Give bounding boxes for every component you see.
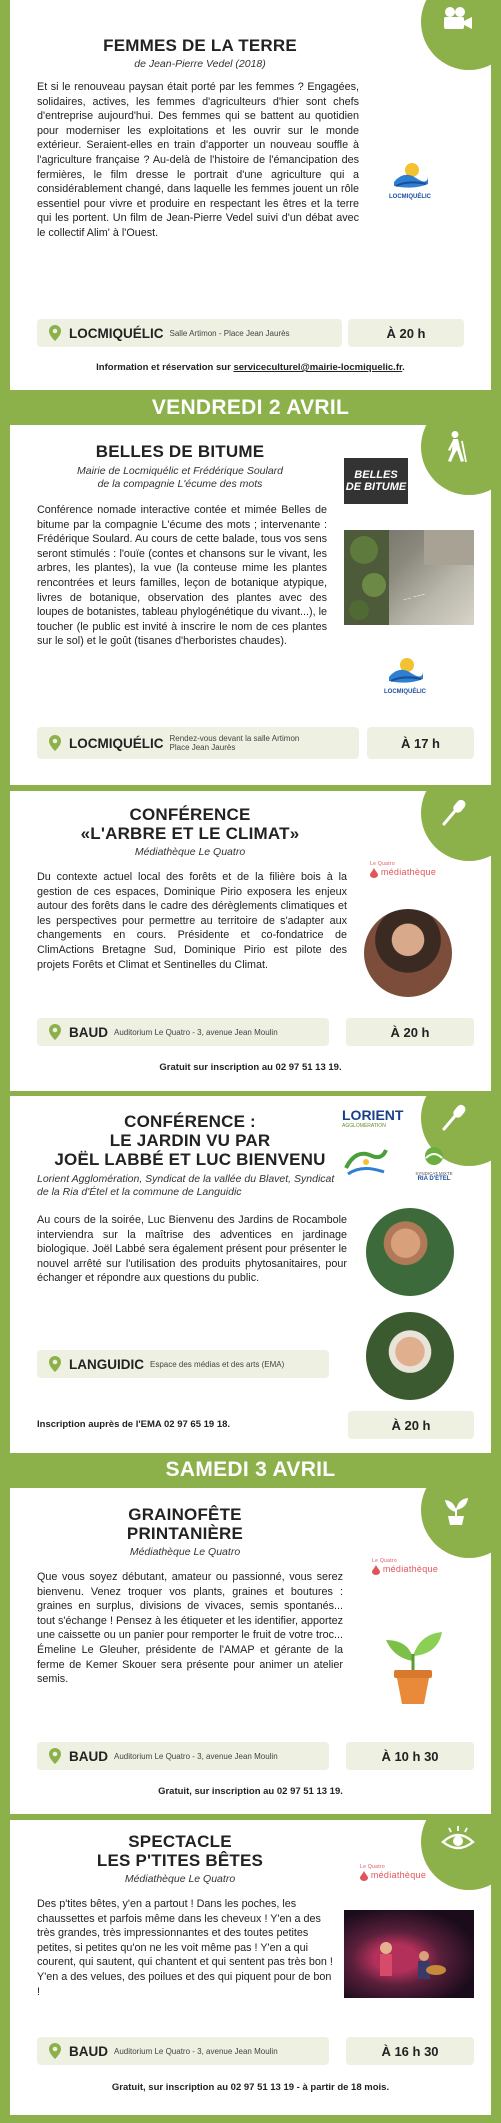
- event-city: BAUD: [69, 1024, 108, 1040]
- address-line2: Place Jean Jaurès: [169, 743, 236, 752]
- info-suffix: .: [402, 362, 405, 373]
- event-time: À 20 h: [348, 1411, 474, 1439]
- event-subtitle: Médiathèque Le Quatro: [124, 1873, 236, 1885]
- logo-ria-line1: SYNDICAT MIXTE: [415, 1171, 453, 1176]
- corner-badge: [421, 1820, 491, 1890]
- event-info: Gratuit, sur inscription au 02 97 51 13 19.: [158, 1786, 343, 1797]
- event-subtitle: Médiathèque Le Quatro: [134, 846, 246, 858]
- event-subtitle: de Jean-Pierre Vedel (2018): [134, 58, 266, 70]
- belles-de-bitume-badge: [344, 458, 408, 504]
- badge-line2: DE BITUME: [345, 481, 407, 493]
- logo-top-text: Le Quatro: [372, 1558, 397, 1564]
- location-bar: [37, 1350, 329, 1378]
- hiker-icon: [441, 431, 469, 463]
- plants-photo-graphic: [344, 530, 474, 625]
- badge-line1: BELLES: [354, 469, 398, 481]
- event-title-line1: SPECTACLE: [128, 1832, 232, 1851]
- event-city: BAUD: [69, 2043, 108, 2059]
- event-title-line2: LE JARDIN VU PAR: [109, 1131, 271, 1150]
- event-address: Auditorium Le Quatro - 3, avenue Jean Moulin: [114, 2046, 278, 2056]
- stage-performers-graphic: [344, 1910, 474, 1998]
- event-card-femmes-de-la-terre: [10, 0, 491, 390]
- logo-top-text: Le Quatro: [370, 861, 395, 867]
- speaker-photo-pirio: [364, 909, 452, 997]
- event-card-arbre-et-climat: [10, 791, 491, 1091]
- event-address: Auditorium Le Quatro - 3, avenue Jean Moulin: [114, 1751, 278, 1761]
- speaker-photo-labbe: [366, 1312, 454, 1400]
- event-title-line2: LES P'TITES BÊTES: [96, 1851, 264, 1870]
- day-header-vendredi: VENDREDI 2 AVRIL: [151, 396, 350, 419]
- logo-top-text: Le Quatro: [360, 1864, 385, 1870]
- location-pin-icon: [49, 2043, 61, 2059]
- corner-badge: [421, 425, 491, 495]
- event-city: LOCMIQUÉLIC: [69, 325, 164, 341]
- drop-icon: [370, 868, 378, 878]
- event-title-line1: CONFÉRENCE: [129, 805, 251, 824]
- event-info: Inscription auprès de l'EMA 02 97 65 19 18.: [37, 1419, 231, 1430]
- logo-ria-etel: [404, 1146, 464, 1182]
- event-subtitle-line2: de la compagnie L'écume des mots: [97, 478, 263, 490]
- event-city: LOCMIQUÉLIC: [69, 735, 164, 751]
- event-time: À 20 h: [346, 1018, 474, 1046]
- svg-text:~~ ~~~: ~~ ~~~: [402, 591, 427, 604]
- event-time: À 16 h 30: [346, 2037, 474, 2065]
- event-subtitle: Médiathèque Le Quatro: [129, 1546, 241, 1558]
- potted-sprout-illustration: [380, 1616, 446, 1706]
- event-description: Au cours de la soirée, Luc Bienvenu des Jardins de Rocambole interviendra sur la maîtrise des adventices en jardinage biologique. Joël Labbé sera également présent pour présenter le nouvel arrêté sur l'utilisation des produits phytosanitaires, pour échanger et répondre aux questions du public.: [37, 1214, 347, 1285]
- email-link[interactable]: serviceculturel@mairie-locmiquelic.fr: [233, 362, 403, 373]
- event-card-jardin-vu-par: [10, 1096, 491, 1453]
- camera-icon: [441, 6, 475, 32]
- logo-mediatheque: [360, 1864, 426, 1881]
- event-title-line3: JOËL LABBÉ ET LUC BIENVENU: [54, 1150, 326, 1169]
- logo-text: médiathèque: [380, 867, 437, 877]
- locmiquelic-logo-icon: [385, 655, 425, 687]
- event-address: Espace des médias et des arts (EMA): [150, 1359, 285, 1369]
- event-address: Salle Artimon - Place Jean Jaurès: [169, 328, 290, 338]
- corner-badge: [421, 791, 491, 861]
- event-address: [170, 734, 300, 752]
- event-time: À 10 h 30: [346, 1742, 474, 1770]
- event-card-belles-de-bitume: [10, 425, 491, 785]
- microphone-icon: [441, 797, 471, 827]
- location-pin-icon: [49, 735, 61, 751]
- eye-icon: [441, 1826, 475, 1852]
- speaker-photo-bienvenu: [366, 1208, 454, 1296]
- day-header-samedi: SAMEDI 3 AVRIL: [165, 1458, 336, 1481]
- location-bar: [37, 1018, 329, 1046]
- drop-icon: [372, 1565, 380, 1575]
- event-description: Et si le renouveau paysan était porté par les femmes ? Engagées, solidaires, actives, les femmes d'agriculteurs d'hier sont chefs d'entreprise aujourd'hui. Des femmes qui se battent au quotidien pour moderniser les exploitations et les ouvrir sur le monde extérieur. Seraient-elles en train d'apporter un nouveau souffle à l'agriculture française ? Au-delà de l'histoire de l'émancipation des fermières, le film dresse le portrait d'une agriculture qui a considérablement changé, dans laquelle les femmes jouent un rôle essentiel pour vivre et produire en respectant les êtres et la terre qui les portent. Un film de Jean-Pierre Vedel suivi d'un débat avec le collectif Alim' à l'Ouest.: [37, 81, 359, 239]
- location-bar: [37, 319, 342, 347]
- location-pin-icon: [49, 1748, 61, 1764]
- event-title-line1: CONFÉRENCE :: [124, 1112, 256, 1131]
- logo-lorient-text: LORIENT: [342, 1107, 404, 1123]
- location-pin-icon: [49, 1356, 61, 1372]
- event-title-line2: «L'ARBRE ET LE CLIMAT»: [80, 824, 300, 843]
- sidewalk-plants-photo: [344, 530, 474, 625]
- show-stage-photo: [344, 1910, 474, 1998]
- event-address: Auditorium Le Quatro - 3, avenue Jean Moulin: [114, 1027, 278, 1037]
- event-info: Gratuit sur inscription au 02 97 51 13 19.: [159, 1062, 342, 1073]
- location-pin-icon: [49, 1024, 61, 1040]
- sprout-icon: [441, 1494, 471, 1526]
- logo-mediatheque: [370, 861, 436, 878]
- event-title-line2: PRINTANIÈRE: [126, 1524, 244, 1543]
- event-description: Du contexte actuel local des forêts et de la filière bois à la gestion de ces espaces, Dominique Pirio exposera les enjeux autour des forêts dans le cadre des dérèglements climatiques et les perspectives pour permettre au territoire de s'adapter aux changements en cours. Présidente et co-fondatrice de ClimActions Bretagne Sud, Dominique Pirio est pilote des projets Forêts et Climat et Sentinelles du Climat.: [37, 871, 347, 971]
- event-title: FEMMES DE LA TERRE: [103, 36, 297, 55]
- logo-ria-line2: RIA D'ÉTEL: [417, 1176, 451, 1182]
- logo-locmiquelic: [375, 160, 445, 200]
- event-info: [10, 362, 491, 373]
- logo-mediatheque: [372, 1558, 438, 1575]
- event-description: Conférence nomade interactive contée et mimée Belles de bitume par la compagnie L'écume des mots ; intervenante : Frédérique Soulard. Au cours de cette balade, tous vos sens seront stimulés : l'ouïe (contes et chansons sur le vivant, les arbres, les plantes), la vue (la conteuse mime les plantes rencontrées et leurs familles, leçon de botanique atypique, livres de botanique, observation des plantes avec des loupes de botanistes, tableau phylogénétique du vivant...), le toucher (le public est invité à inscrire le nom de ces plantes sur le sol) et le goût (tisanes d'herboristes chaudes).: [37, 504, 327, 648]
- logo-lorient-sub: AGGLOMÉRATION: [342, 1123, 386, 1129]
- event-city: BAUD: [69, 1748, 108, 1764]
- logo-text: médiathèque: [370, 1870, 427, 1880]
- event-time: À 20 h: [348, 319, 464, 347]
- corner-badge: [421, 0, 491, 70]
- location-bar: [37, 1742, 329, 1770]
- ria-logo-icon: [422, 1146, 446, 1166]
- blavet-logo-icon: [342, 1142, 390, 1182]
- event-card-ptites-betes: [10, 1820, 491, 2115]
- event-description: Des p'tites bêtes, y'en a partout ! Dans les poches, les chaussettes et parfois même dans les cheveux ! Y'en a des très grandes, très impressionnantes et des toutes petites petites, si petites qu'on ne les voit même pas ! Y'en a qui courent, qui sautent, qui chantent et qui sentent pas très bon ! Y'en a des velues, des poilues et des qui piquent pour de bon !: [37, 1898, 333, 1998]
- microphone-icon: [441, 1102, 471, 1132]
- event-city: LANGUIDIC: [69, 1356, 144, 1372]
- address-line1: Rendez-vous devant la salle Artimon: [169, 734, 300, 743]
- event-subtitle-line1: Mairie de Locmiquélic et Frédérique Soulard: [76, 465, 284, 477]
- event-card-grainofete: [10, 1488, 491, 1814]
- event-title-line1: GRAINOFÊTE: [128, 1505, 242, 1524]
- corner-badge: [421, 1488, 491, 1558]
- event-info: Gratuit, sur inscription au 02 97 51 13 19 - à partir de 18 mois.: [111, 2082, 390, 2093]
- event-description: Que vous soyez débutant, amateur ou passionné, vous serez bienvenu. Venez troquer vos plants, graines et boutures : graines en surplus, divisions de vivaces, semis spontanés... tout s'échange ! Pensez à les étiqueter et les identifier, apportez une caissette ou un panier pour remporter le fruit de votre troc... Émeline Le Gleuher, présidente de l'AMAP et gérante de la ferme de Kemer Skouer sera présente pour animer un atelier semis.: [37, 1571, 343, 1686]
- locmiquelic-logo-icon: [390, 160, 430, 192]
- drop-icon: [360, 1871, 368, 1881]
- event-time: À 17 h: [367, 727, 474, 759]
- event-title: BELLES DE BITUME: [95, 442, 265, 461]
- logo-lorient: [342, 1107, 403, 1129]
- info-text: Information et réservation sur: [96, 362, 234, 373]
- location-pin-icon: [49, 325, 61, 341]
- logo-text: LOCMIQUÉLIC: [384, 689, 426, 695]
- logo-locmiquelic: [370, 655, 440, 695]
- location-bar: [37, 2037, 329, 2065]
- logo-text: médiathèque: [382, 1564, 439, 1574]
- event-subtitle: Lorient Agglomération, Syndicat de la vallée du Blavet, Syndicat de la Ria d'Étel et la commune de Languidic: [37, 1173, 335, 1198]
- location-bar: [37, 727, 359, 759]
- logo-text: LOCMIQUÉLIC: [389, 194, 431, 200]
